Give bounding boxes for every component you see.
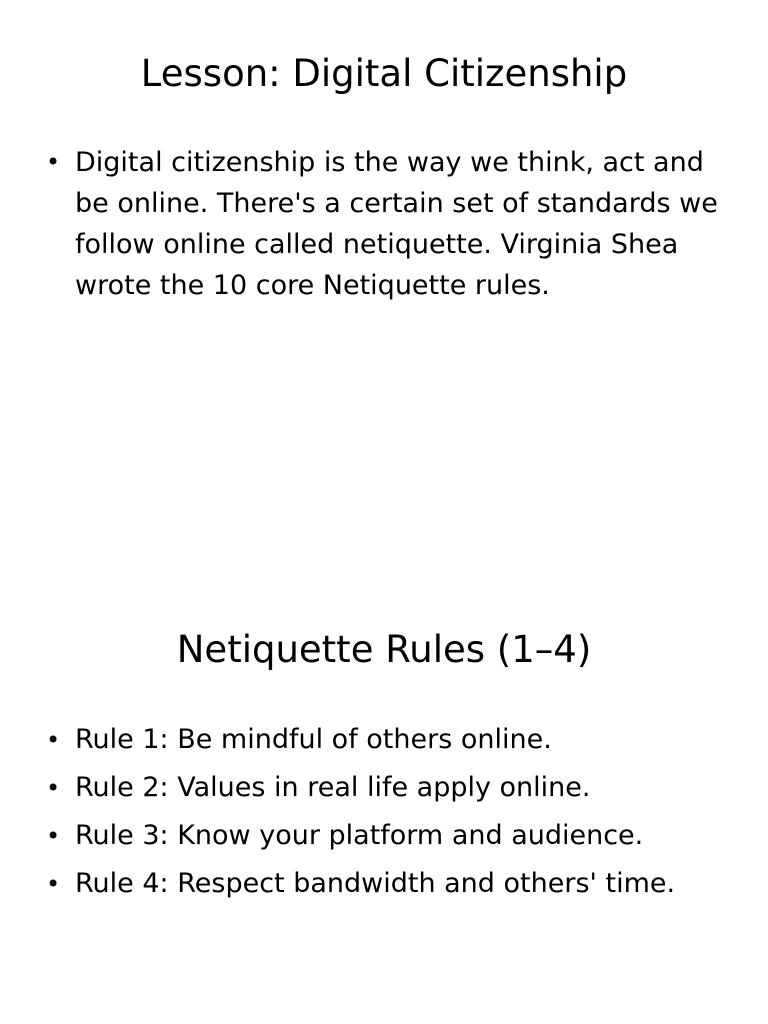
slide-netiquette-rules bbox=[0, 576, 768, 1024]
bullet-icon: • bbox=[46, 774, 61, 802]
bullet-icon: • bbox=[46, 822, 61, 850]
bullet-text: Rule 1: Be mindful of others online. bbox=[75, 724, 552, 755]
bullet-item-rule-3 bbox=[46, 812, 722, 860]
bullet-text: Digital citizenship is the way we think, act and be online. There's a certain set of standards we follow online called netiquette. Virginia Shea wrote the 10 core Netiquette rules. bbox=[75, 147, 718, 301]
bullet-text: Rule 3: Know your platform and audience. bbox=[75, 820, 644, 851]
bullet-item-rule-1 bbox=[46, 716, 722, 764]
bullet-text: Rule 2: Values in real life apply online. bbox=[75, 772, 591, 803]
slide-title: Netiquette Rules (1–4) bbox=[176, 628, 592, 671]
bullet-item-rule-4 bbox=[46, 860, 722, 908]
bullet-item bbox=[46, 142, 722, 306]
bullet-list bbox=[46, 716, 722, 908]
bullet-icon: • bbox=[46, 148, 61, 176]
bullet-icon: • bbox=[46, 870, 61, 898]
bullet-text: Rule 4: Respect bandwidth and others' time. bbox=[75, 868, 676, 899]
bullet-item-rule-2 bbox=[46, 764, 722, 812]
bullet-icon: • bbox=[46, 726, 61, 754]
slide-title: Lesson: Digital Citizenship bbox=[140, 52, 628, 95]
bullet-list bbox=[46, 142, 722, 306]
